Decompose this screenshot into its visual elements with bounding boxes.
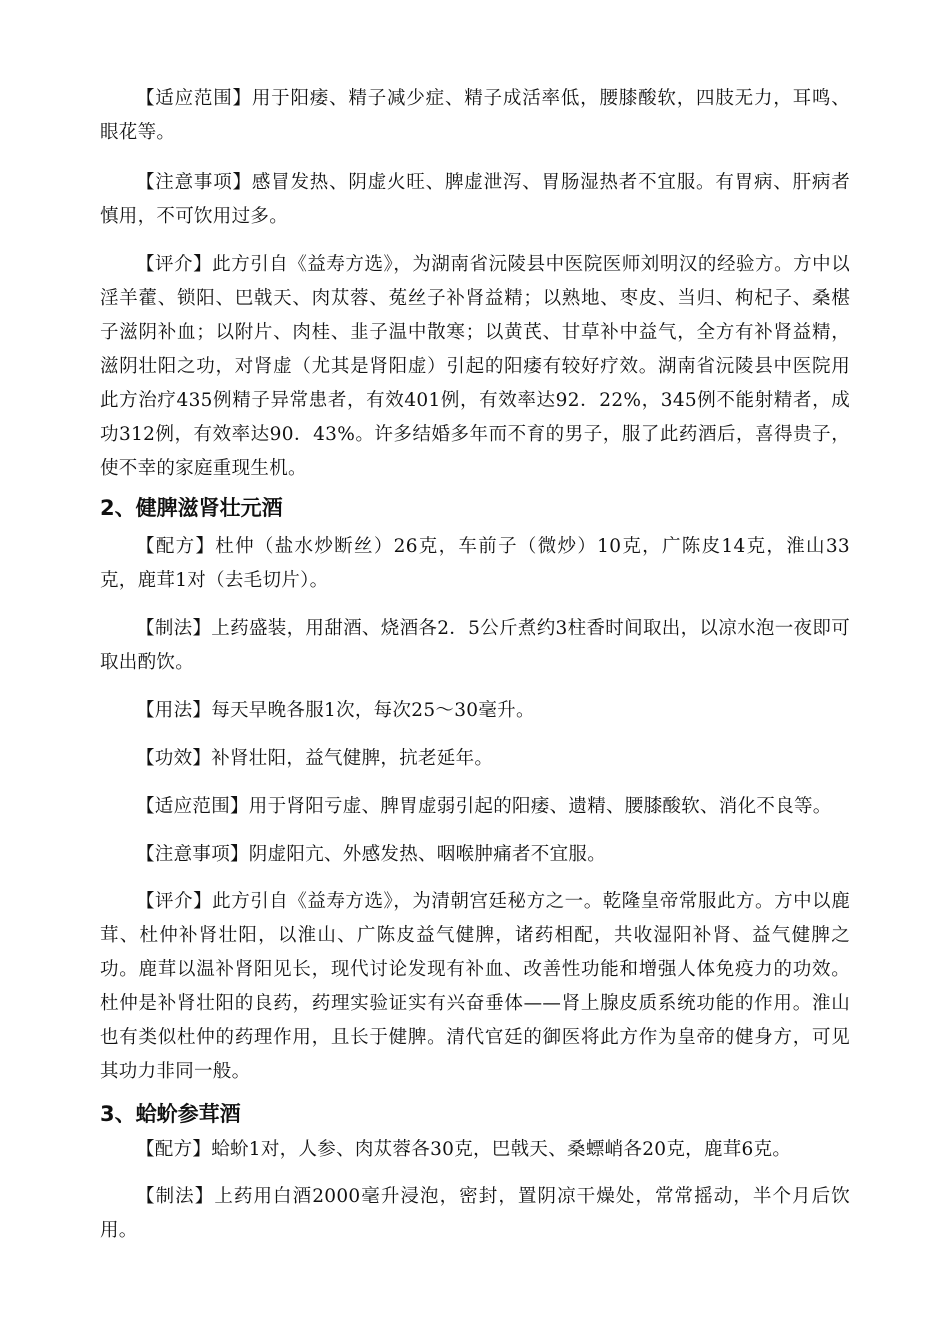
comment-paragraph-1: 【评介】此方引自《益寿方选》，为湖南省沅陵县中医院医师刘明汉的经验方。方中以淫羊藿、锁阳、巴戟天、肉苁蓉、菟丝子补肾益精；以熟地、枣皮、当归、枸杞子、桑椹子滋阴补血；以附片、肉桂、韭子温中散寒；以黄芪、甘草补中益气，全方有补肾益精，滋阴壮阳之功，对肾虚（尤其是肾阳虚）引起的阳痿有较好疗效。湖南省沅陵县中医院用此方治疗435例精子异常患者，有效401例，有效率达92．22%，345例不能射精者，成功312例，有效率达90．43%。许多结婚多年而不育的男子，服了此药酒后，喜得贵子，使不幸的家庭重现生机。 bbox=[100, 254, 850, 479]
precautions-paragraph-2: 【注意事项】阴虚阳亢、外感发热、咽喉肿痛者不宜服。 bbox=[136, 844, 607, 865]
usage-paragraph-2: 【用法】每天早晚各服1次，每次25～30毫升。 bbox=[136, 700, 535, 721]
formula-paragraph-3: 【配方】蛤蚧1对，人参、肉苁蓉各30克，巴戟天、桑螵峭各20克，鹿茸6克。 bbox=[136, 1139, 792, 1160]
section-heading-3: 3、蛤蚧参茸酒 bbox=[100, 1102, 241, 1126]
preparation-paragraph-2: 【制法】上药盛装，用甜酒、烧酒各2．5公斤煮约3柱香时间取出，以凉水泡一夜即可取出酌饮。 bbox=[100, 618, 850, 673]
efficacy-paragraph-2: 【功效】补肾壮阳，益气健脾，抗老延年。 bbox=[136, 748, 494, 769]
preparation-paragraph-3: 【制法】上药用白酒2000毫升浸泡，密封，置阴凉干燥处，常常摇动，半个月后饮用。 bbox=[100, 1186, 850, 1241]
formula-paragraph-2: 【配方】杜仲（盐水炒断丝）26克，车前子（微炒）10克，广陈皮14克，淮山33克，鹿茸1对（去毛切片）。 bbox=[100, 536, 850, 591]
precautions-paragraph-1: 【注意事项】感冒发热、阴虚火旺、脾虚泄泻、胃肠湿热者不宜服。有胃病、肝病者慎用，不可饮用过多。 bbox=[100, 172, 850, 227]
indications-paragraph-1: 【适应范围】用于阳痿、精子减少症、精子成活率低，腰膝酸软，四肢无力，耳鸣、眼花等。 bbox=[100, 88, 850, 143]
comment-paragraph-2: 【评介】此方引自《益寿方选》，为清朝宫廷秘方之一。乾隆皇帝常服此方。方中以鹿茸、杜仲补肾壮阳，以淮山、广陈皮益气健脾，诸药相配，共收湿阳补肾、益气健脾之功。鹿茸以温补肾阳见长，现代讨论发现有补血、改善性功能和增强人体免疫力的功效。杜仲是补肾壮阳的良药，药理实验证实有兴奋垂体——肾上腺皮质系统功能的作用。淮山也有类似杜仲的药理作用，且长于健脾。清代官廷的御医将此方作为皇帝的健身方，可见其功力非同一般。 bbox=[100, 891, 850, 1082]
indications-paragraph-2: 【适应范围】用于肾阳亏虚、脾胃虚弱引起的阳痿、遗精、腰膝酸软、消化不良等。 bbox=[136, 796, 832, 817]
section-heading-2: 2、健脾滋肾壮元酒 bbox=[100, 496, 283, 520]
